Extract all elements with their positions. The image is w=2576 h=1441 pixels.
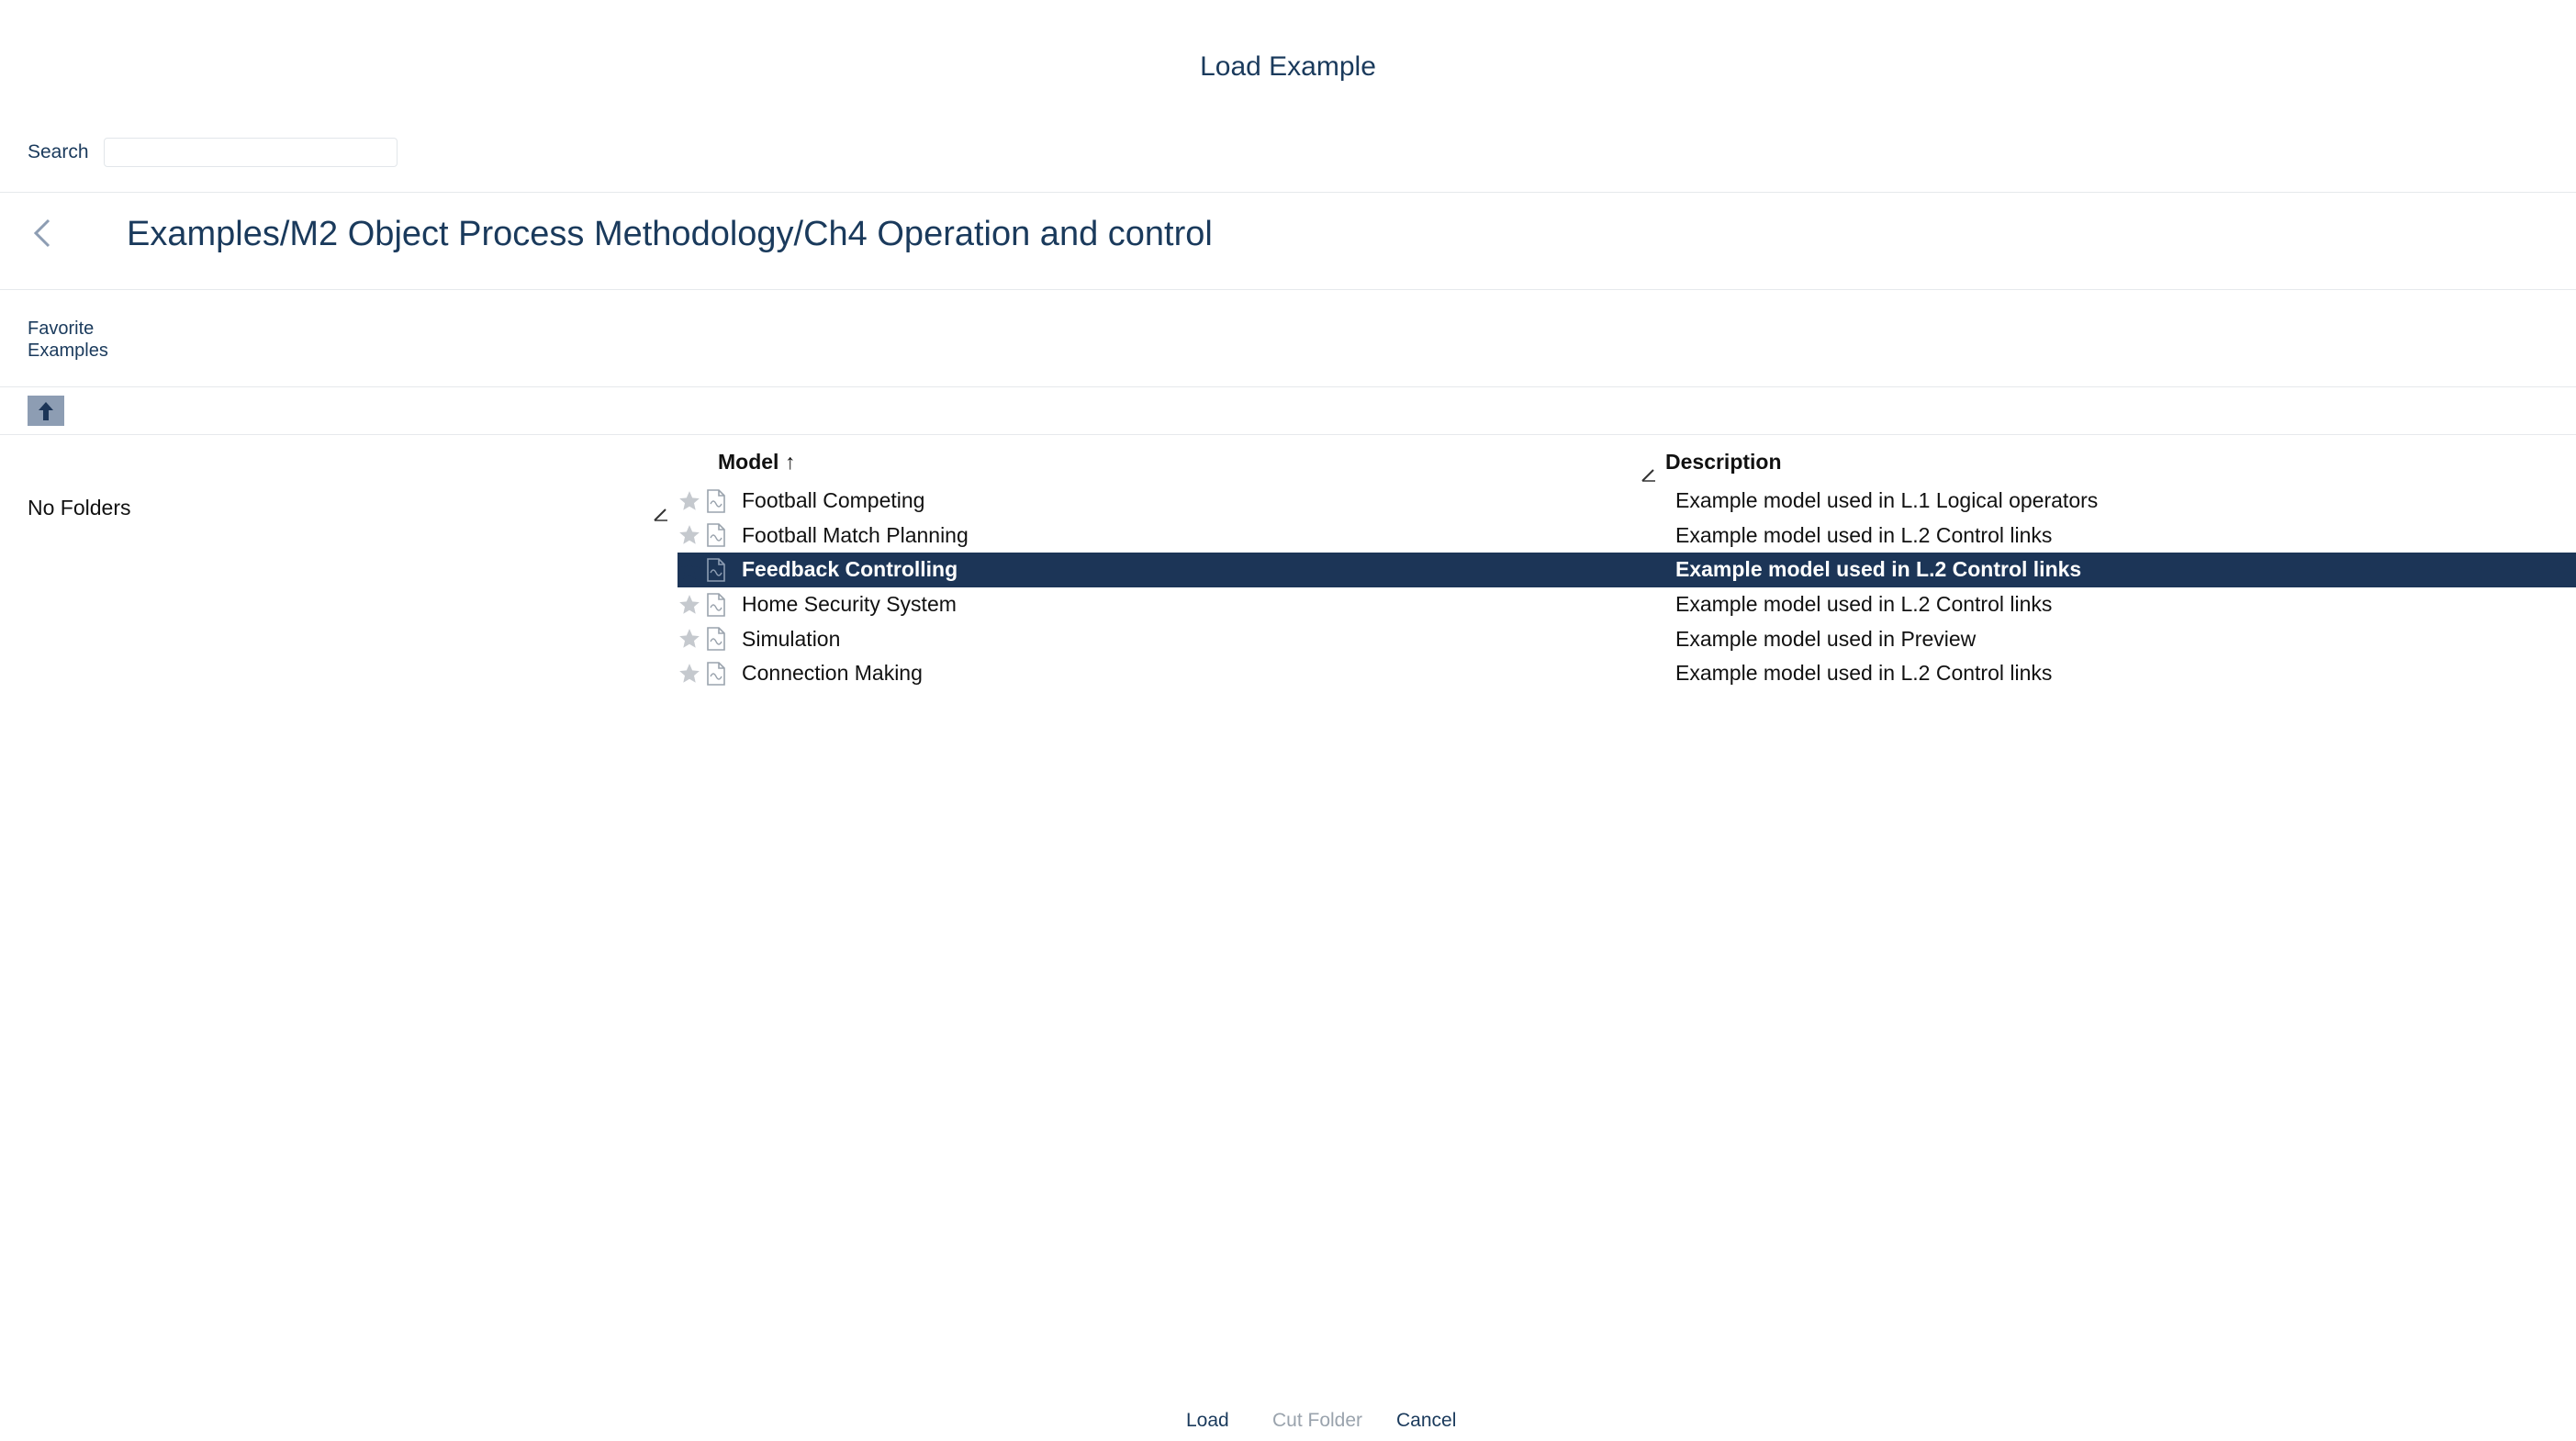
up-folder-button[interactable] [28, 396, 64, 426]
table-row[interactable] [678, 553, 2576, 587]
search-row [28, 138, 398, 167]
table-row[interactable] [678, 587, 2576, 622]
document-icon [706, 627, 726, 651]
breadcrumb-path: Examples/M2 Object Process Methodology/Ch4 Operation and control [127, 215, 1213, 253]
document-icon [706, 558, 726, 582]
model-description: Example model used in L.2 Control links [1675, 522, 2053, 547]
favorite-star-icon[interactable] [678, 523, 701, 547]
chevron-left-icon [32, 217, 52, 250]
arrow-up-icon [36, 400, 56, 422]
model-description: Example model used in L.2 Control links [1675, 661, 2053, 686]
favorite-star-icon[interactable] [678, 627, 701, 651]
favorite-star-icon[interactable] [678, 558, 701, 582]
model-name: Simulation [742, 626, 841, 651]
search-input[interactable] [104, 138, 398, 167]
document-icon [706, 489, 726, 513]
column-resize-icon[interactable] [652, 505, 670, 523]
cut-folder-button[interactable]: Cut Folder [1272, 1410, 1363, 1431]
divider [0, 434, 2576, 435]
no-folders-text: No Folders [28, 496, 131, 519]
model-description: Example model used in Preview [1675, 626, 1977, 651]
examples-table [678, 484, 2576, 691]
divider [0, 192, 2576, 193]
table-row[interactable] [678, 656, 2576, 691]
document-icon [706, 662, 726, 686]
model-name: Football Match Planning [742, 522, 969, 547]
favorite-star-icon[interactable] [678, 489, 701, 513]
model-name: Home Security System [742, 592, 957, 617]
dialog-title: Load Example [1200, 51, 1376, 82]
table-row[interactable] [678, 519, 2576, 553]
model-name: Connection Making [742, 661, 923, 686]
load-button[interactable]: Load [1186, 1410, 1229, 1431]
column-header-model[interactable]: Model ↑ [718, 450, 796, 474]
back-button[interactable] [28, 215, 57, 251]
table-row[interactable] [678, 484, 2576, 519]
column-resize-icon[interactable] [1640, 465, 1658, 484]
table-row[interactable] [678, 621, 2576, 656]
document-icon [706, 593, 726, 617]
model-description: Example model used in L.1 Logical operators [1675, 488, 2099, 513]
model-name: Football Competing [742, 488, 925, 513]
favorite-examples-link[interactable]: Favorite Examples [28, 318, 108, 361]
cancel-button[interactable]: Cancel [1396, 1410, 1457, 1431]
document-icon [706, 523, 726, 547]
favorite-star-icon[interactable] [678, 662, 701, 686]
favorite-star-icon[interactable] [678, 593, 701, 617]
model-name: Feedback Controlling [742, 557, 958, 582]
divider [0, 289, 2576, 290]
model-description: Example model used in L.2 Control links [1675, 592, 2053, 617]
divider [0, 386, 2576, 387]
search-label: Search [28, 141, 89, 162]
model-description: Example model used in L.2 Control links [1675, 557, 2082, 582]
column-header-description[interactable]: Description [1665, 450, 1782, 474]
